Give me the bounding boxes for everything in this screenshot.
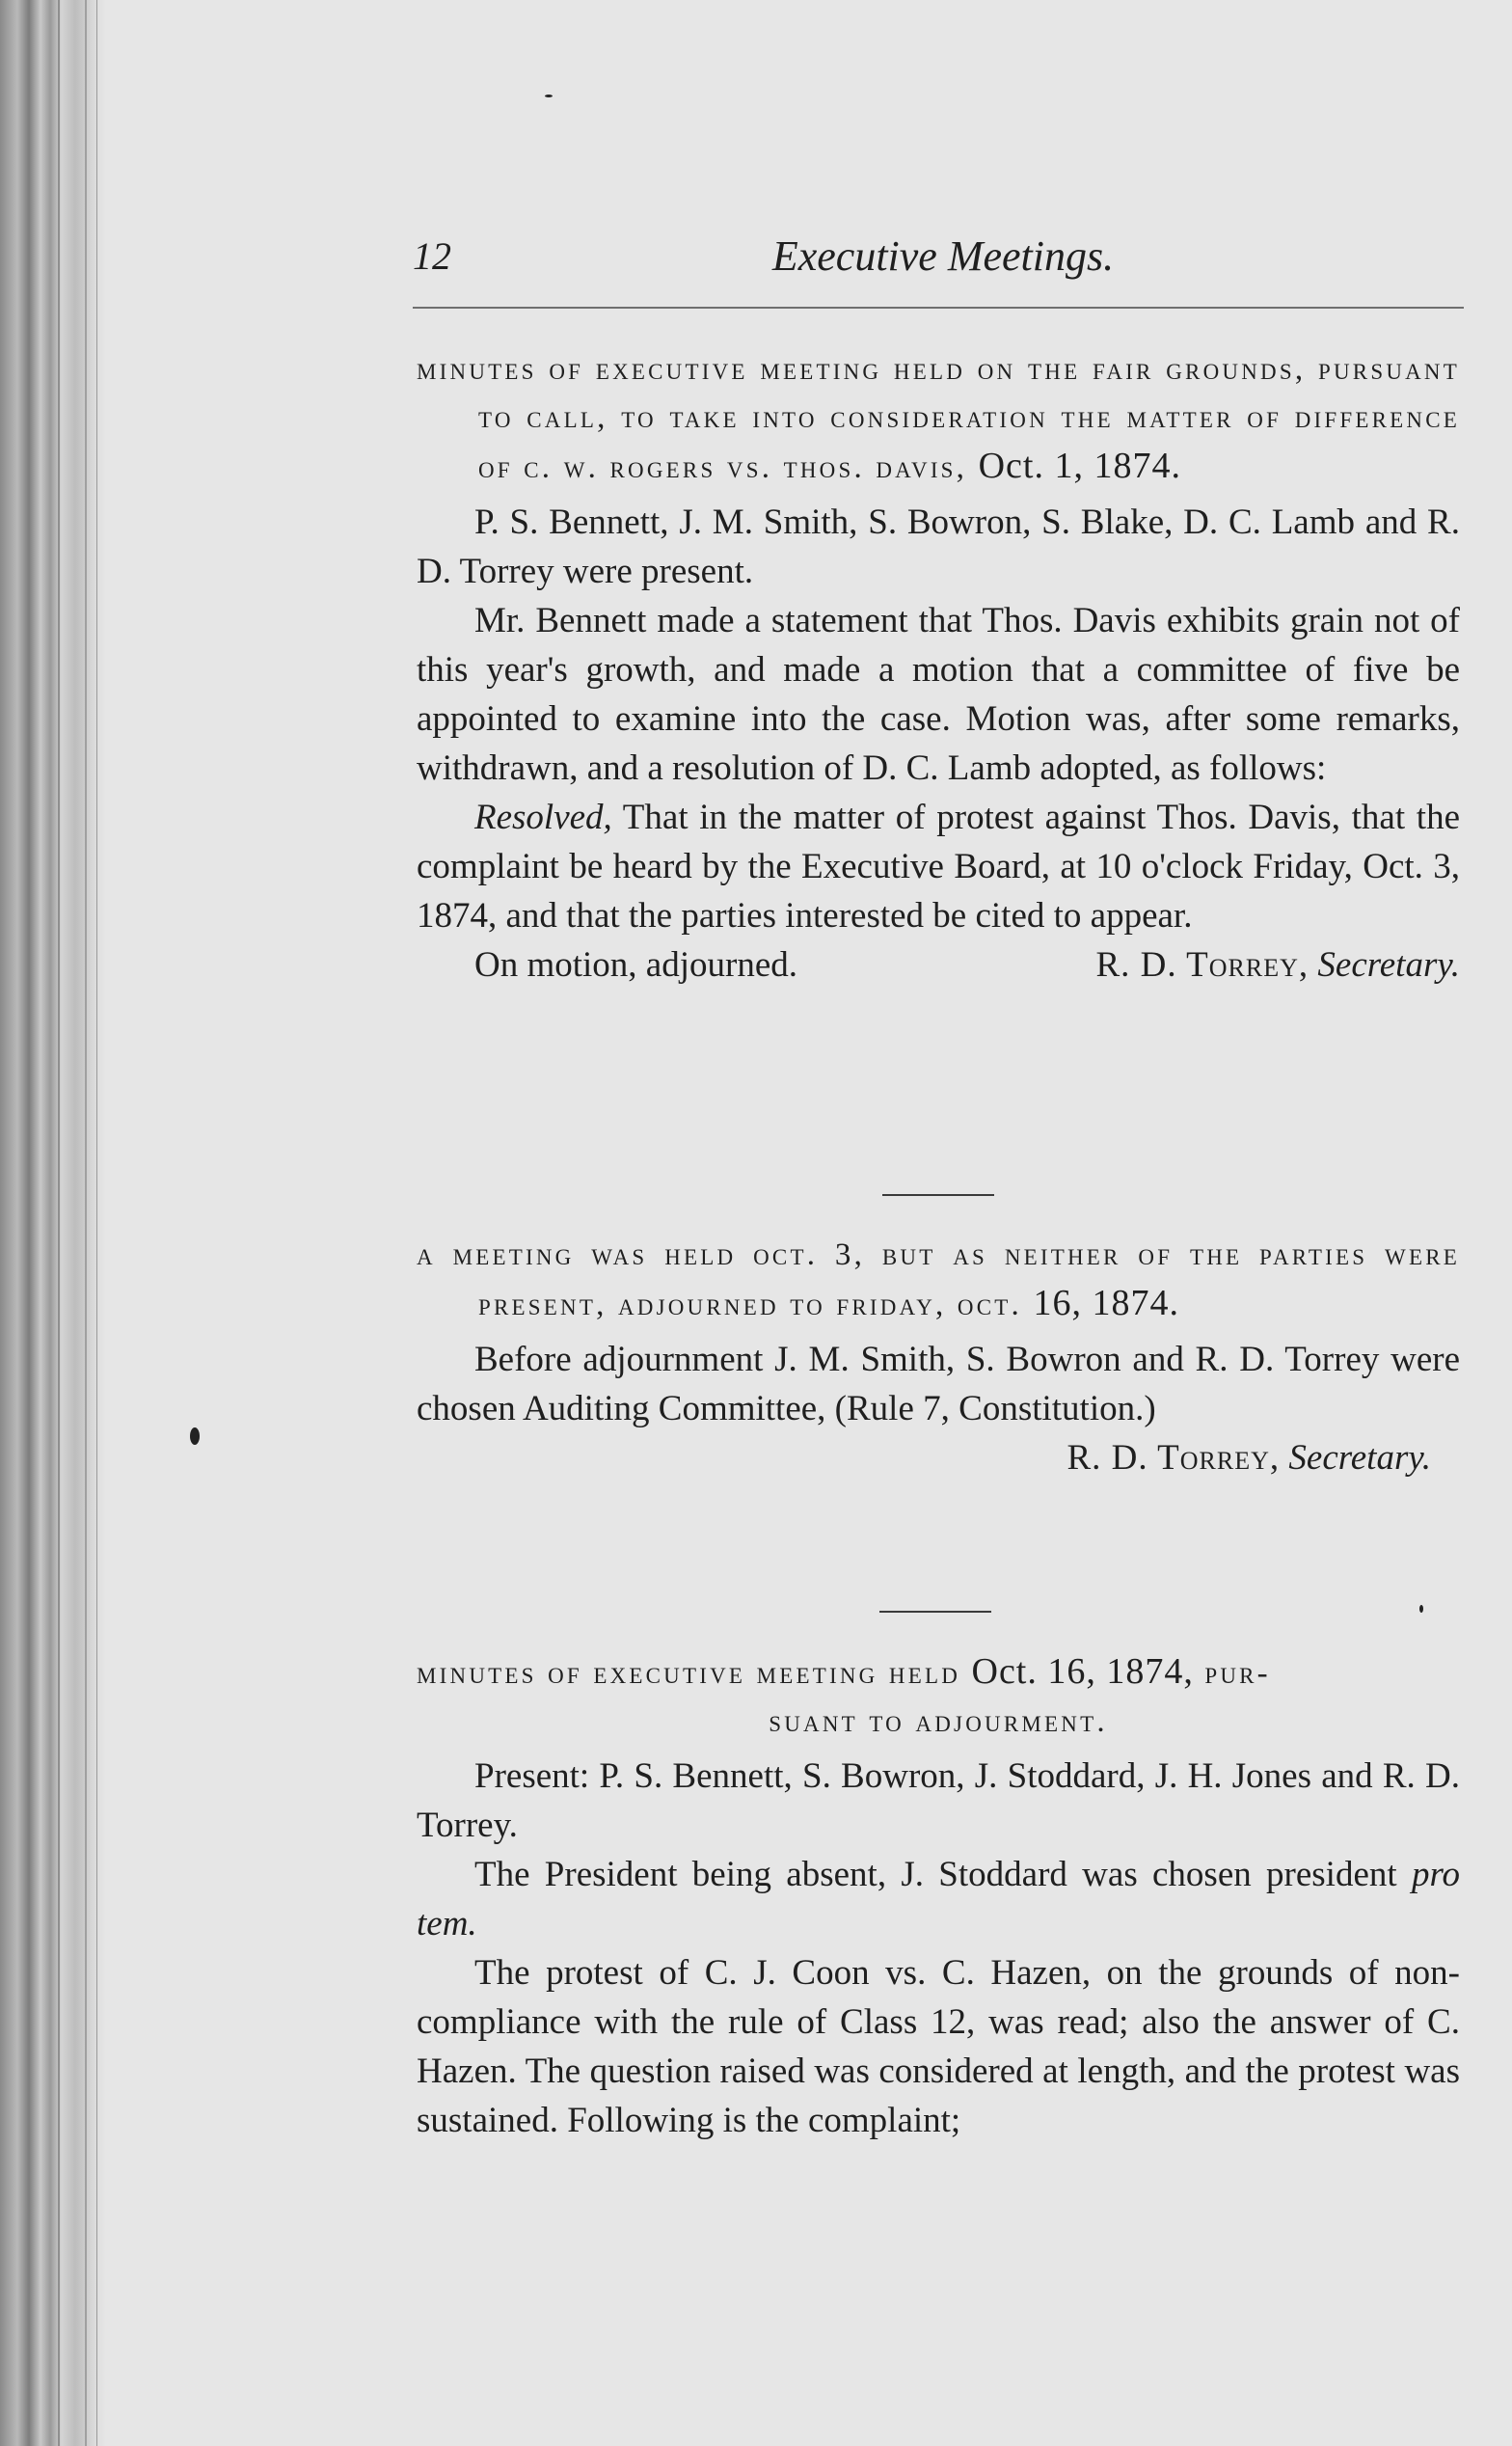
protest-paragraph: The protest of C. J. Coon vs. C. Hazen, on the grounds of non-compliance with the rule of Class 12, was read; also the answer of C. Hazen. The question raised was considered at length, and the protest was sustained. Following is the complaint; [417,1953,1460,2140]
ink-speck [190,1427,200,1445]
heading-text: a meeting was held oct. 3, but as neither of the parties were present, adjourned to friday, oct. [417,1237,1460,1322]
running-title: Executive Meetings. [771,232,1115,280]
signature-line [417,1433,1460,1482]
secretary-signature [1066,1433,1431,1482]
book-spine-shadow [0,0,106,2446]
section-oct-16 [417,1647,1460,2145]
section-oct-3 [417,1231,1460,1482]
heading-text-end: pur- [1204,1656,1271,1691]
pro-tem: pro tem. [417,1855,1460,1943]
section-divider [882,1194,994,1196]
running-head [413,231,1464,289]
page-edge-line [58,0,60,2446]
secretary-name: R. D. Torrey, [1066,1438,1281,1478]
header-rule [413,307,1464,309]
secretary-title: Secretary. [1317,945,1460,985]
present-paragraph: Present: P. S. Bennett, S. Bowron, J. Stoddard, J. H. Jones and R. D. Torrey. [417,1756,1460,1845]
secretary-signature [1095,940,1460,990]
section-heading-line2: suant to adjourment. [769,1704,1108,1739]
signature-line [417,940,1460,990]
heading-text: minutes of executive meeting held [417,1656,961,1691]
closing-text: On motion, adjourned. [474,945,798,985]
secretary-name: R. D. Torrey, [1095,945,1310,985]
section-heading [417,1231,1460,1329]
heading-date: Oct. 16, 1874, [971,1651,1194,1692]
ink-speck [545,95,553,97]
ink-speck [1419,1605,1423,1613]
section-oct-1 [417,345,1460,990]
section-divider [879,1611,991,1613]
heading-date: Oct. 1, 1874. [978,446,1181,486]
heading-date: 16, 1874. [1033,1283,1179,1323]
committee-paragraph: Before adjournment J. M. Smith, S. Bowron and R. D. Torrey were chosen Auditing Committee, (Rule 7, Constitution.) [417,1340,1460,1428]
heading-text: minutes of executive meeting held on the fair grounds, pursuant to call, to take into consideration the matter of difference of c. w. rogers vs. thos. davis, [417,352,1460,485]
president-paragraph [417,1850,1460,1948]
page-edge-line [96,0,97,2446]
president-text: The President being absent, J. Stoddard was chosen president [474,1855,1397,1894]
statement-paragraph: Mr. Bennett made a statement that Thos. Davis exhibits grain not of this year's growth, and made a motion that a committee of five be appointed to examine into the case. Motion was, after some remarks, withdrawn, and a resolution of D. C. Lamb adopted, as follows: [417,601,1460,788]
resolution-text: That in the matter of protest against Thos. Davis, that the complaint be heard by the Executive Board, at 10 o'clock Friday, Oct. 3, 1874, and that the parties interested be cited to appear. [417,798,1460,936]
resolution-paragraph [417,793,1460,940]
section-heading [417,1647,1460,1698]
page-number: 12 [413,234,451,278]
page-edge-line [85,0,87,2446]
secretary-title: Secretary. [1288,1438,1431,1478]
section-heading [417,345,1460,492]
attendance-paragraph: P. S. Bennett, J. M. Smith, S. Bowron, S. Blake, D. C. Lamb and R. D. Torrey were present. [417,503,1460,591]
resolved-word: Resolved, [474,798,612,837]
